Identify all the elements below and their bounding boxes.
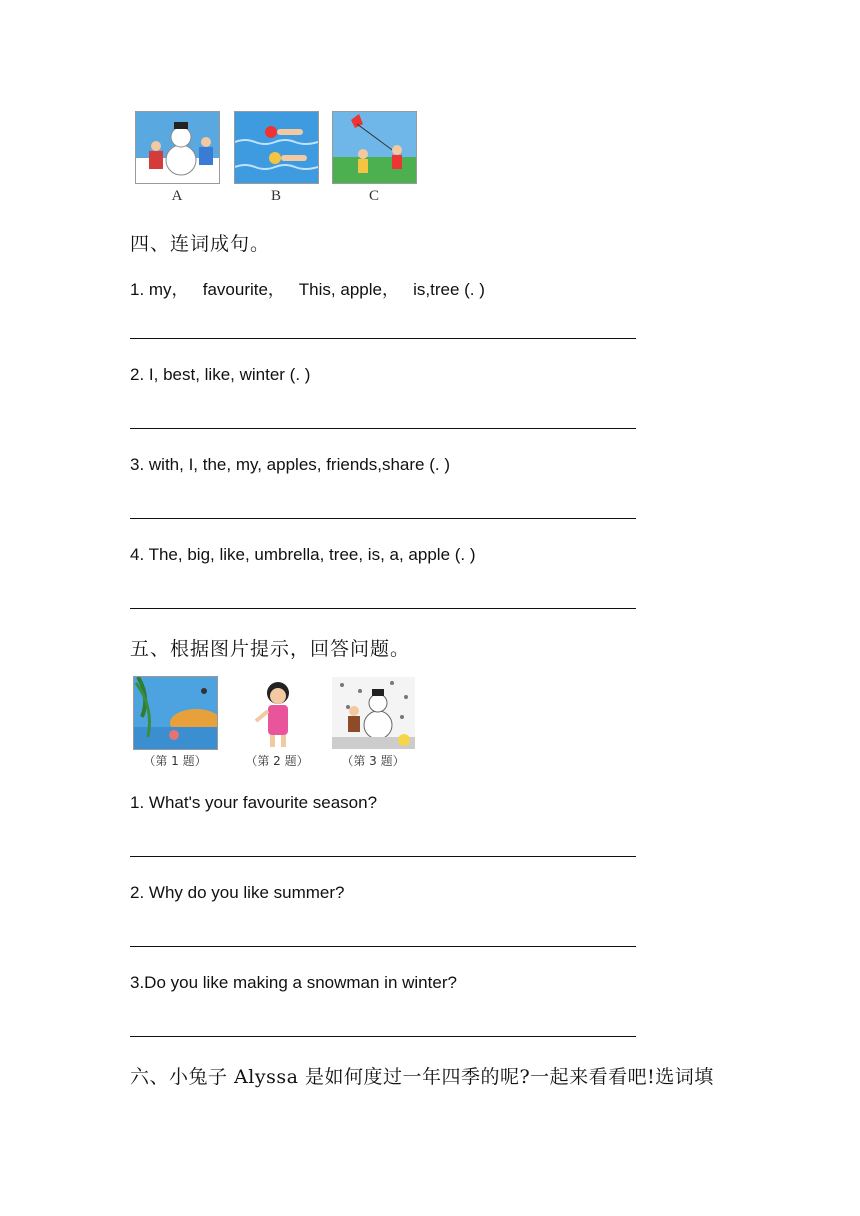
section-5-question-2: 2. Why do you like summer?: [130, 883, 345, 902]
picture-caption-c: C: [368, 188, 379, 204]
summer-pond-picture: [133, 676, 218, 750]
answer-line[interactable]: [130, 608, 636, 609]
answer-line[interactable]: [130, 338, 636, 339]
answer-line[interactable]: [130, 946, 636, 947]
snowman-boy-picture: [331, 676, 416, 750]
answer-line[interactable]: [130, 856, 636, 857]
section-5-question-1: 1. What's your favourite season?: [130, 793, 378, 812]
snowman-picture: [135, 111, 220, 184]
answer-line[interactable]: [130, 518, 636, 519]
section-5-question-3: 3.Do you like making a snowman in winter?: [130, 973, 457, 992]
picture-caption-a: A: [171, 188, 183, 204]
answer-line[interactable]: [130, 428, 636, 429]
kite-flying-picture: [332, 111, 417, 184]
picture-caption-q1: （第 1 题）: [143, 754, 207, 768]
section-6-heading: 六、小兔子 Alyssa 是如何度过一年四季的呢?一起来看看吧!选词填: [130, 1066, 714, 1088]
girl-picture: [235, 676, 320, 750]
section-5-heading: 五、根据图片提示，回答问题。: [130, 638, 411, 660]
answer-line[interactable]: [130, 1036, 636, 1037]
swimming-picture: [234, 111, 319, 184]
picture-caption-q2: （第 2 题）: [245, 754, 309, 768]
section-4-question-1: 1. my， favourite， This, apple， is,tree (. ): [130, 280, 485, 299]
picture-caption-b: B: [270, 188, 281, 204]
section-4-heading: 四、连词成句。: [130, 233, 271, 255]
section-4-question-2: 2. I, best, like, winter (. ): [130, 365, 311, 384]
picture-caption-q3: （第 3 题）: [341, 754, 405, 768]
section-4-question-4: 4. The, big, like, umbrella, tree, is, a, apple (. ): [130, 545, 476, 564]
section-4-question-3: 3. with, I, the, my, apples, friends,share (. ): [130, 455, 450, 474]
